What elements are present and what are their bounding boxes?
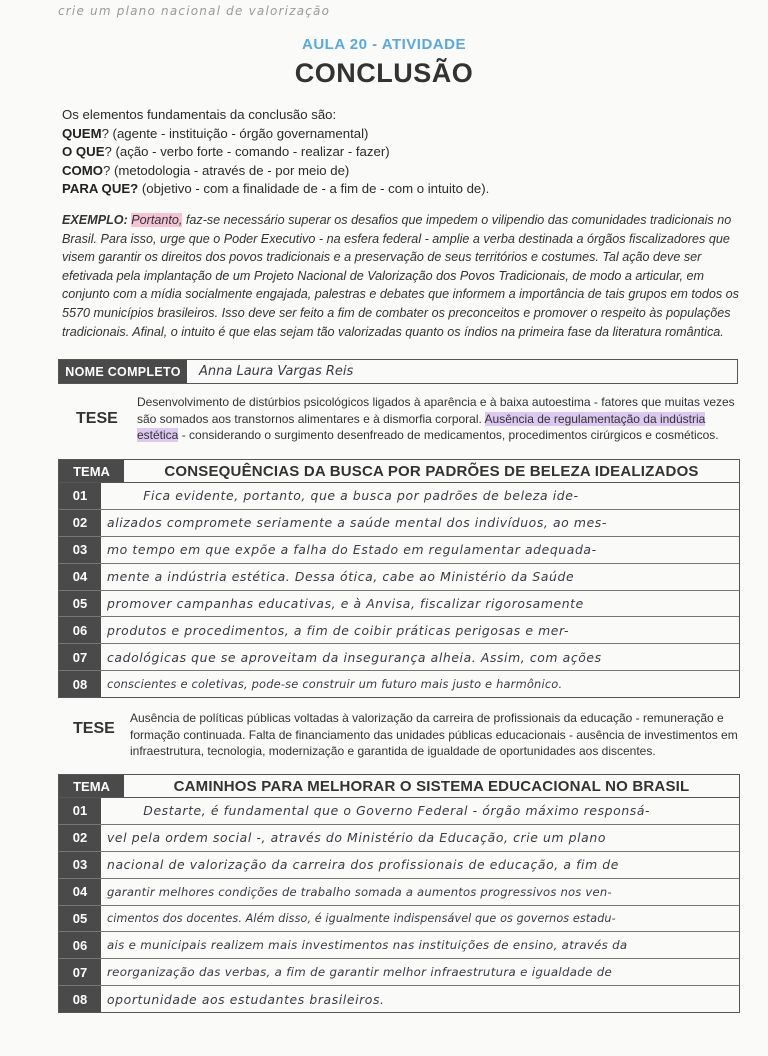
essay-table-2 [58, 774, 740, 1013]
name-field[interactable]: Anna Laura Vargas Reis [199, 364, 354, 379]
writing-line[interactable]: promover campanhas educativas, e à Anvisa, fiscalizar rigorosamente [107, 596, 584, 611]
example-paragraph [62, 211, 746, 341]
element-key: O QUE [62, 144, 105, 160]
tese-text-part: - considerando o surgimento desenfreado de medicamentos, procedimentos cirúrgicos e cosméticos. [178, 428, 719, 442]
table-row [59, 671, 739, 697]
tese-text-2: Ausência de políticas públicas voltadas à valorização da carreira de profissionais da educação - remuneração e formação continuada. Falta de financiamento das unidades públicas educacionais - ausência de investimentos em infraestrutura, tecnologia, modernização e garantida de igualdade de oportunidades aos discentes. [130, 711, 738, 758]
table-header [59, 775, 739, 798]
writing-line[interactable]: mo tempo em que expõe a falha do Estado em regulamentar adequada- [107, 542, 597, 558]
element-key: QUEM [62, 125, 102, 141]
line-number: 05 [59, 906, 101, 932]
element-desc: ? (metodologia - através de - por meio de) [103, 162, 350, 178]
writing-line[interactable]: nacional de valorização da carreira dos profissionais de educação, a fim de [107, 857, 619, 873]
tese-highlight: Ausência de regulamentação da indústria estética [137, 411, 706, 442]
line-number: 07 [59, 959, 101, 985]
name-label: NOME COMPLETO [59, 360, 187, 383]
tese-text-1 [137, 394, 737, 444]
table-row [59, 483, 739, 510]
table-row [59, 564, 739, 591]
example-highlight: Portanto, [131, 213, 183, 227]
writing-line[interactable]: garantir melhores condições de trabalho somada a aumentos progressivos nos ven- [107, 884, 612, 899]
table-row [59, 825, 739, 852]
line-number: 06 [59, 932, 101, 958]
writing-line[interactable]: alizados compromete seriamente a saúde mental dos indivíduos, ao mes- [107, 515, 607, 531]
essay-table-1 [58, 459, 740, 698]
line-number: 08 [59, 671, 101, 697]
table-row [59, 879, 739, 906]
tese-label-1: TESE [76, 410, 118, 427]
table-row [59, 617, 739, 644]
tema-title: CONSEQUÊNCIAS DA BUSCA POR PADRÕES DE BELEZA IDEALIZADOS [164, 462, 699, 480]
tese-label-2: TESE [73, 720, 115, 737]
writing-line[interactable]: vel pela ordem social -, através do Ministério da Educação, crie um plano [107, 830, 606, 846]
tema-label: TEMA [59, 775, 124, 797]
writing-line[interactable]: conscientes e coletivas, pode-se construir um futuro mais justo e harmônico. [107, 677, 563, 692]
table-row [59, 644, 739, 671]
writing-line[interactable]: Fica evidente, portanto, que a busca por padrões de beleza ide- [107, 488, 579, 504]
tema-title: CAMINHOS PARA MELHORAR O SISTEMA EDUCACIONAL NO BRASIL [173, 777, 690, 795]
element-desc: ? (agente - instituição - órgão governamental) [101, 125, 369, 141]
writing-line[interactable]: ais e municipais realizem mais investimentos nas instituições de ensino, através da [107, 938, 628, 953]
tema-label: TEMA [59, 460, 124, 482]
line-number: 03 [59, 852, 101, 878]
line-number: 02 [59, 510, 101, 536]
writing-line[interactable]: reorganização das verbas, a fim de garantir melhor infraestrutura e igualdade de [107, 965, 613, 980]
line-number: 07 [59, 644, 101, 670]
line-number: 01 [59, 483, 101, 509]
line-number: 05 [59, 591, 101, 617]
example-label: EXEMPLO: [62, 213, 128, 227]
writing-line[interactable]: Destarte, é fundamental que o Governo Federal - órgão máximo responsá- [107, 803, 651, 819]
element-key: PARA QUE? [62, 181, 139, 197]
elements-intro: Os elementos fundamentais da conclusão são: [62, 107, 337, 122]
table-row [59, 537, 739, 564]
table-header [59, 460, 739, 483]
element-desc: (objetivo - com a finalidade de - a fim de - com o intuito de). [138, 181, 490, 197]
example-text: faz-se necessário superar os desafios que impedem o vilipendio das comunidades tradicionais no Brasil. Para isso, urge que o Poder Executivo - na esfera federal - amplie a verba destinada a órgãos fiscalizadores que visem garantir os direitos dos povos tradicionais e a preservação de seus territórios e costumes. Tal ação deve ser efetivada pela implantação de um Projeto Nacional de Valorização dos Povos Tradicionais, de modo a articular, em conjunto com a mídia socialmente engajada, palestras e debates que informem a importância de tais grupos em todos os 5570 municípios brasileiros. Isso deve ser feito a fim de combater os preconceitos e promover o respeito às populações tradicionais. Afinal, o intuito é que elas sejam tão valorizadas quanto os índios na primeira fase da literatura romântica. [62, 213, 739, 339]
table-row [59, 591, 739, 618]
table-row [59, 959, 739, 986]
writing-line[interactable]: oportunidade aos estudantes brasileiros. [107, 991, 385, 1007]
writing-line[interactable]: cadológicas que se aproveitam da insegurança alheia. Assim, com ações [107, 649, 602, 665]
line-number: 02 [59, 825, 101, 851]
lesson-label: AULA 20 - ATIVIDADE [302, 36, 466, 53]
element-como [62, 162, 752, 181]
name-row [58, 359, 738, 384]
writing-line[interactable]: cimentos dos docentes. Além disso, é igualmente indispensável que os governos estadu- [107, 912, 616, 925]
element-key: COMO [62, 162, 104, 178]
writing-line[interactable]: produtos e procedimentos, a fim de coibir práticas perigosas e mer- [107, 622, 570, 638]
table-row [59, 906, 739, 933]
line-number: 04 [59, 564, 101, 590]
writing-line[interactable]: mente a indústria estética. Dessa ótica, cabe ao Ministério da Saúde [107, 569, 575, 585]
line-number: 08 [59, 986, 101, 1012]
line-number: 01 [59, 798, 101, 824]
line-number: 06 [59, 617, 101, 643]
element-o-que [62, 143, 752, 162]
table-row [59, 932, 739, 959]
elements-list [62, 106, 752, 199]
line-number: 03 [59, 537, 101, 563]
table-row [59, 986, 739, 1012]
page-title: CONCLUSÃO [294, 58, 474, 88]
pencil-note: crie um plano nacional de valorização [58, 4, 331, 18]
line-number: 04 [59, 879, 101, 905]
element-para-que [62, 180, 752, 199]
table-row [59, 852, 739, 879]
element-quem [62, 125, 752, 144]
table-row [59, 510, 739, 537]
tese-text-part: Desenvolvimento de distúrbios psicológicos ligados à aparência e à baixa autoestima - fatores que muitas vezes são somados aos transtornos alimentares e à dismorfia corporal. [137, 395, 735, 426]
table-row [59, 798, 739, 825]
element-desc: ? (ação - verbo forte - comando - realizar - fazer) [104, 144, 390, 160]
